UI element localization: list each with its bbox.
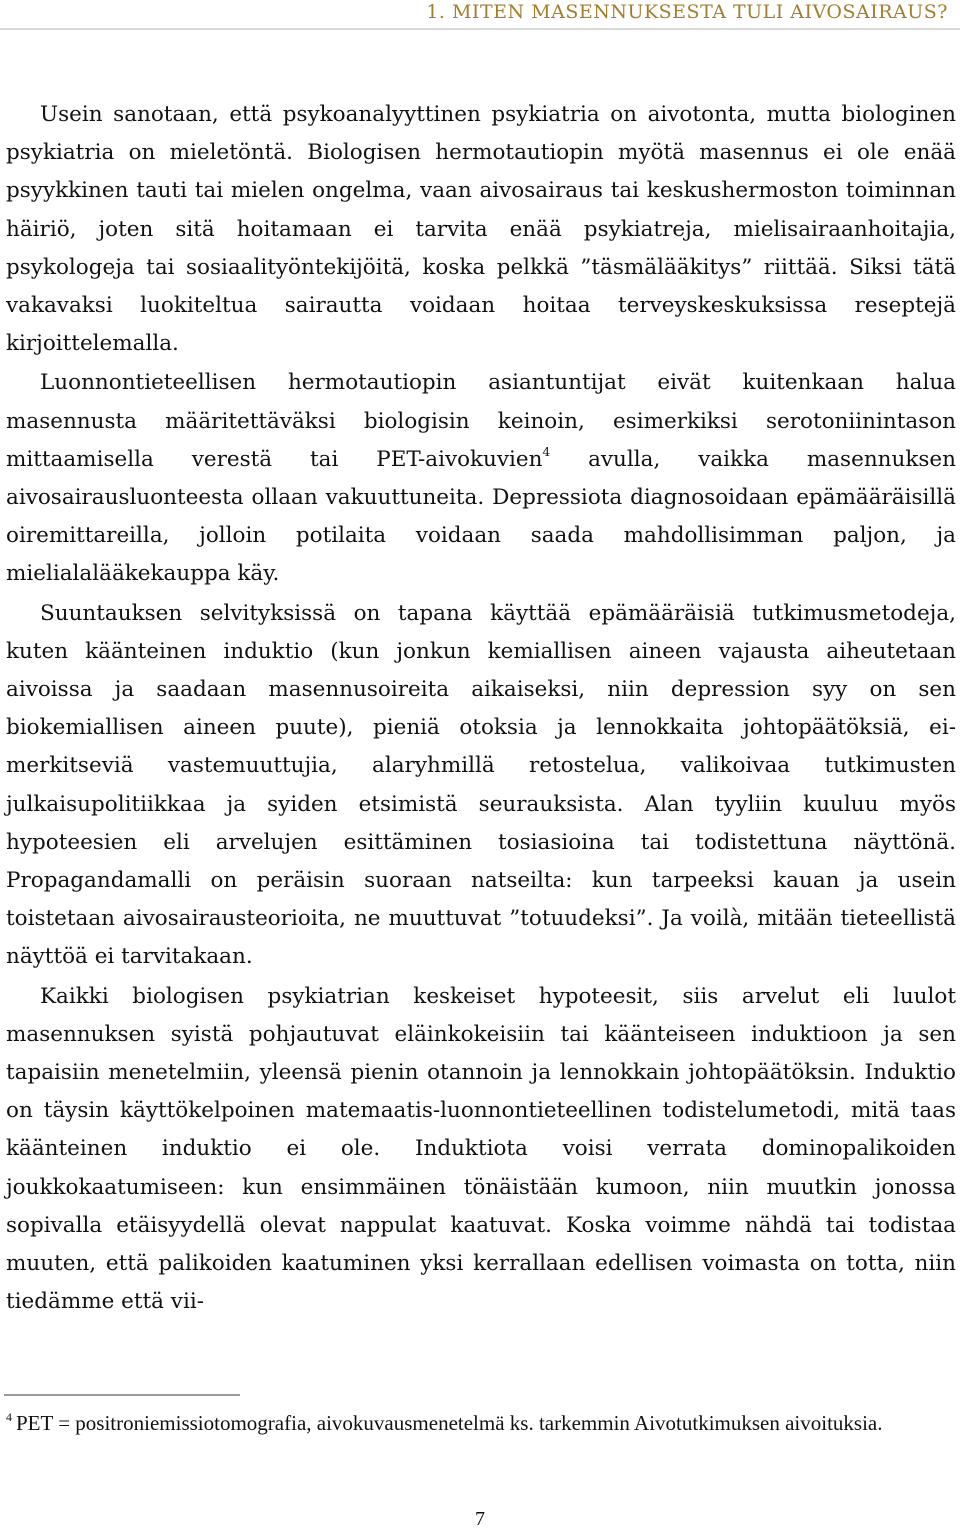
- paragraph-4: Kaikki biologisen psykiatrian keskeiset hypoteesit, siis arvelut eli luulot masennuksen syistä pohjautuvat eläinkokeisiin tai käänteiseen induktioon ja sen tapaisiin menetelmiin, yleensä pienin otannoin ja lennokkain johtopäätöksin. Induktio on täysin käyttökelpoinen matemaatis-luonnontieteellinen todistelumetodi, mitä taas käänteinen induktio ei ole. Induktiota voisi verrata dominopalikoiden joukkokaatumiseen: kun ensimmäinen tönäistään kumoon, niin muutkin jonossa sopivalla etäisyydellä olevat nappulat kaatuvat. Koska voimme nähdä tai todistaa muuten, että palikoiden kaatuminen yksi kerrallaan edellisen voimasta on totta, niin tiedämme että vii-: [6, 983, 956, 1315]
- footnote-divider: [4, 1394, 240, 1396]
- chapter-title: 1. MITEN MASENNUKSESTA TULI AIVOSAIRAUS?: [426, 1, 948, 23]
- footnote-number: 4: [6, 1410, 12, 1424]
- header-divider: [0, 28, 960, 30]
- paragraph-1: Usein sanotaan, että psykoanalyyttinen psykiatria on aivotonta, mutta biologinen psykiatria on mieletöntä. Biologisen hermotautiopin myötä masennus ei ole enää psyykkinen tauti tai mielen ongelma, vaan aivosairaus tai keskushermoston toiminnan häiriö, joten sitä hoitamaan ei tarvita enää psykiatreja, mielisairaanhoitajia, psykologeja tai sosiaalityöntekijöitä, koska pelkkä ”täsmälääkitys” riittää. Siksi tätä vakavaksi luokiteltua sairautta voidaan hoitaa terveyskeskuksissa reseptejä kirjoittelemalla.: [6, 102, 956, 357]
- running-header: [0, 0, 960, 26]
- footnote-reference[interactable]: 4: [542, 444, 551, 459]
- page-number: 7: [475, 1508, 485, 1530]
- paragraph-2-text-after: avulla, vaikka masennuksen aivosairausluonteesta ollaan vakuuttuneita. Depressiota diagnosoidaan epämääräisillä oiremittareilla, jolloin potilaita voidaan saada mahdollisimman paljon, ja mielialalääkekauppa käy.: [6, 446, 956, 587]
- paragraph-3: Suuntauksen selvityksissä on tapana käyttää epämääräisiä tutkimusmetodeja, kuten käänteinen induktio (kun jonkun kemiallisen aineen vajausta aiheutetaan aivoissa ja saadaan masennusoireita aikaiseksi, niin depression syy on sen biokemiallisen aineen puute), pieniä otoksia ja lennokkaita johtopäätöksiä, ei-merkitseviä vastemuuttujia, alaryhmillä retostelua, valikoivaa tutkimusten julkaisupolitiikkaa ja syiden etsimistä seurauksista. Alan tyyliin kuuluu myös hypoteesien eli arvelujen esittäminen tosiasioina tai todistettuna näyttönä. Propagandamalli on peräisin suoraan natseilta: kun tarpeeksi kauan ja usein toistetaan aivosairausteorioita, ne muuttuvat ”totuudeksi”. Ja voilà, mitään tieteellistä näyttöä ei tarvitakaan.: [6, 600, 956, 970]
- footnote-text: PET = positroniemissiotomografia, aivokuvausmenetelmä ks. tarkemmin Aivotutkimuksen aivoituksia.: [16, 1411, 883, 1435]
- body-text: [6, 96, 956, 1322]
- paragraph-2: [6, 364, 956, 593]
- paragraph-2-text-before: Luonnontieteellisen hermotautiopin asiantuntijat eivät kuitenkaan halua masennusta määritettäväksi biologisin keinoin, esimerkiksi serotoniinintason mittaamisella verestä tai PET-aivokuvien: [6, 370, 956, 472]
- footnote: [6, 1408, 954, 1438]
